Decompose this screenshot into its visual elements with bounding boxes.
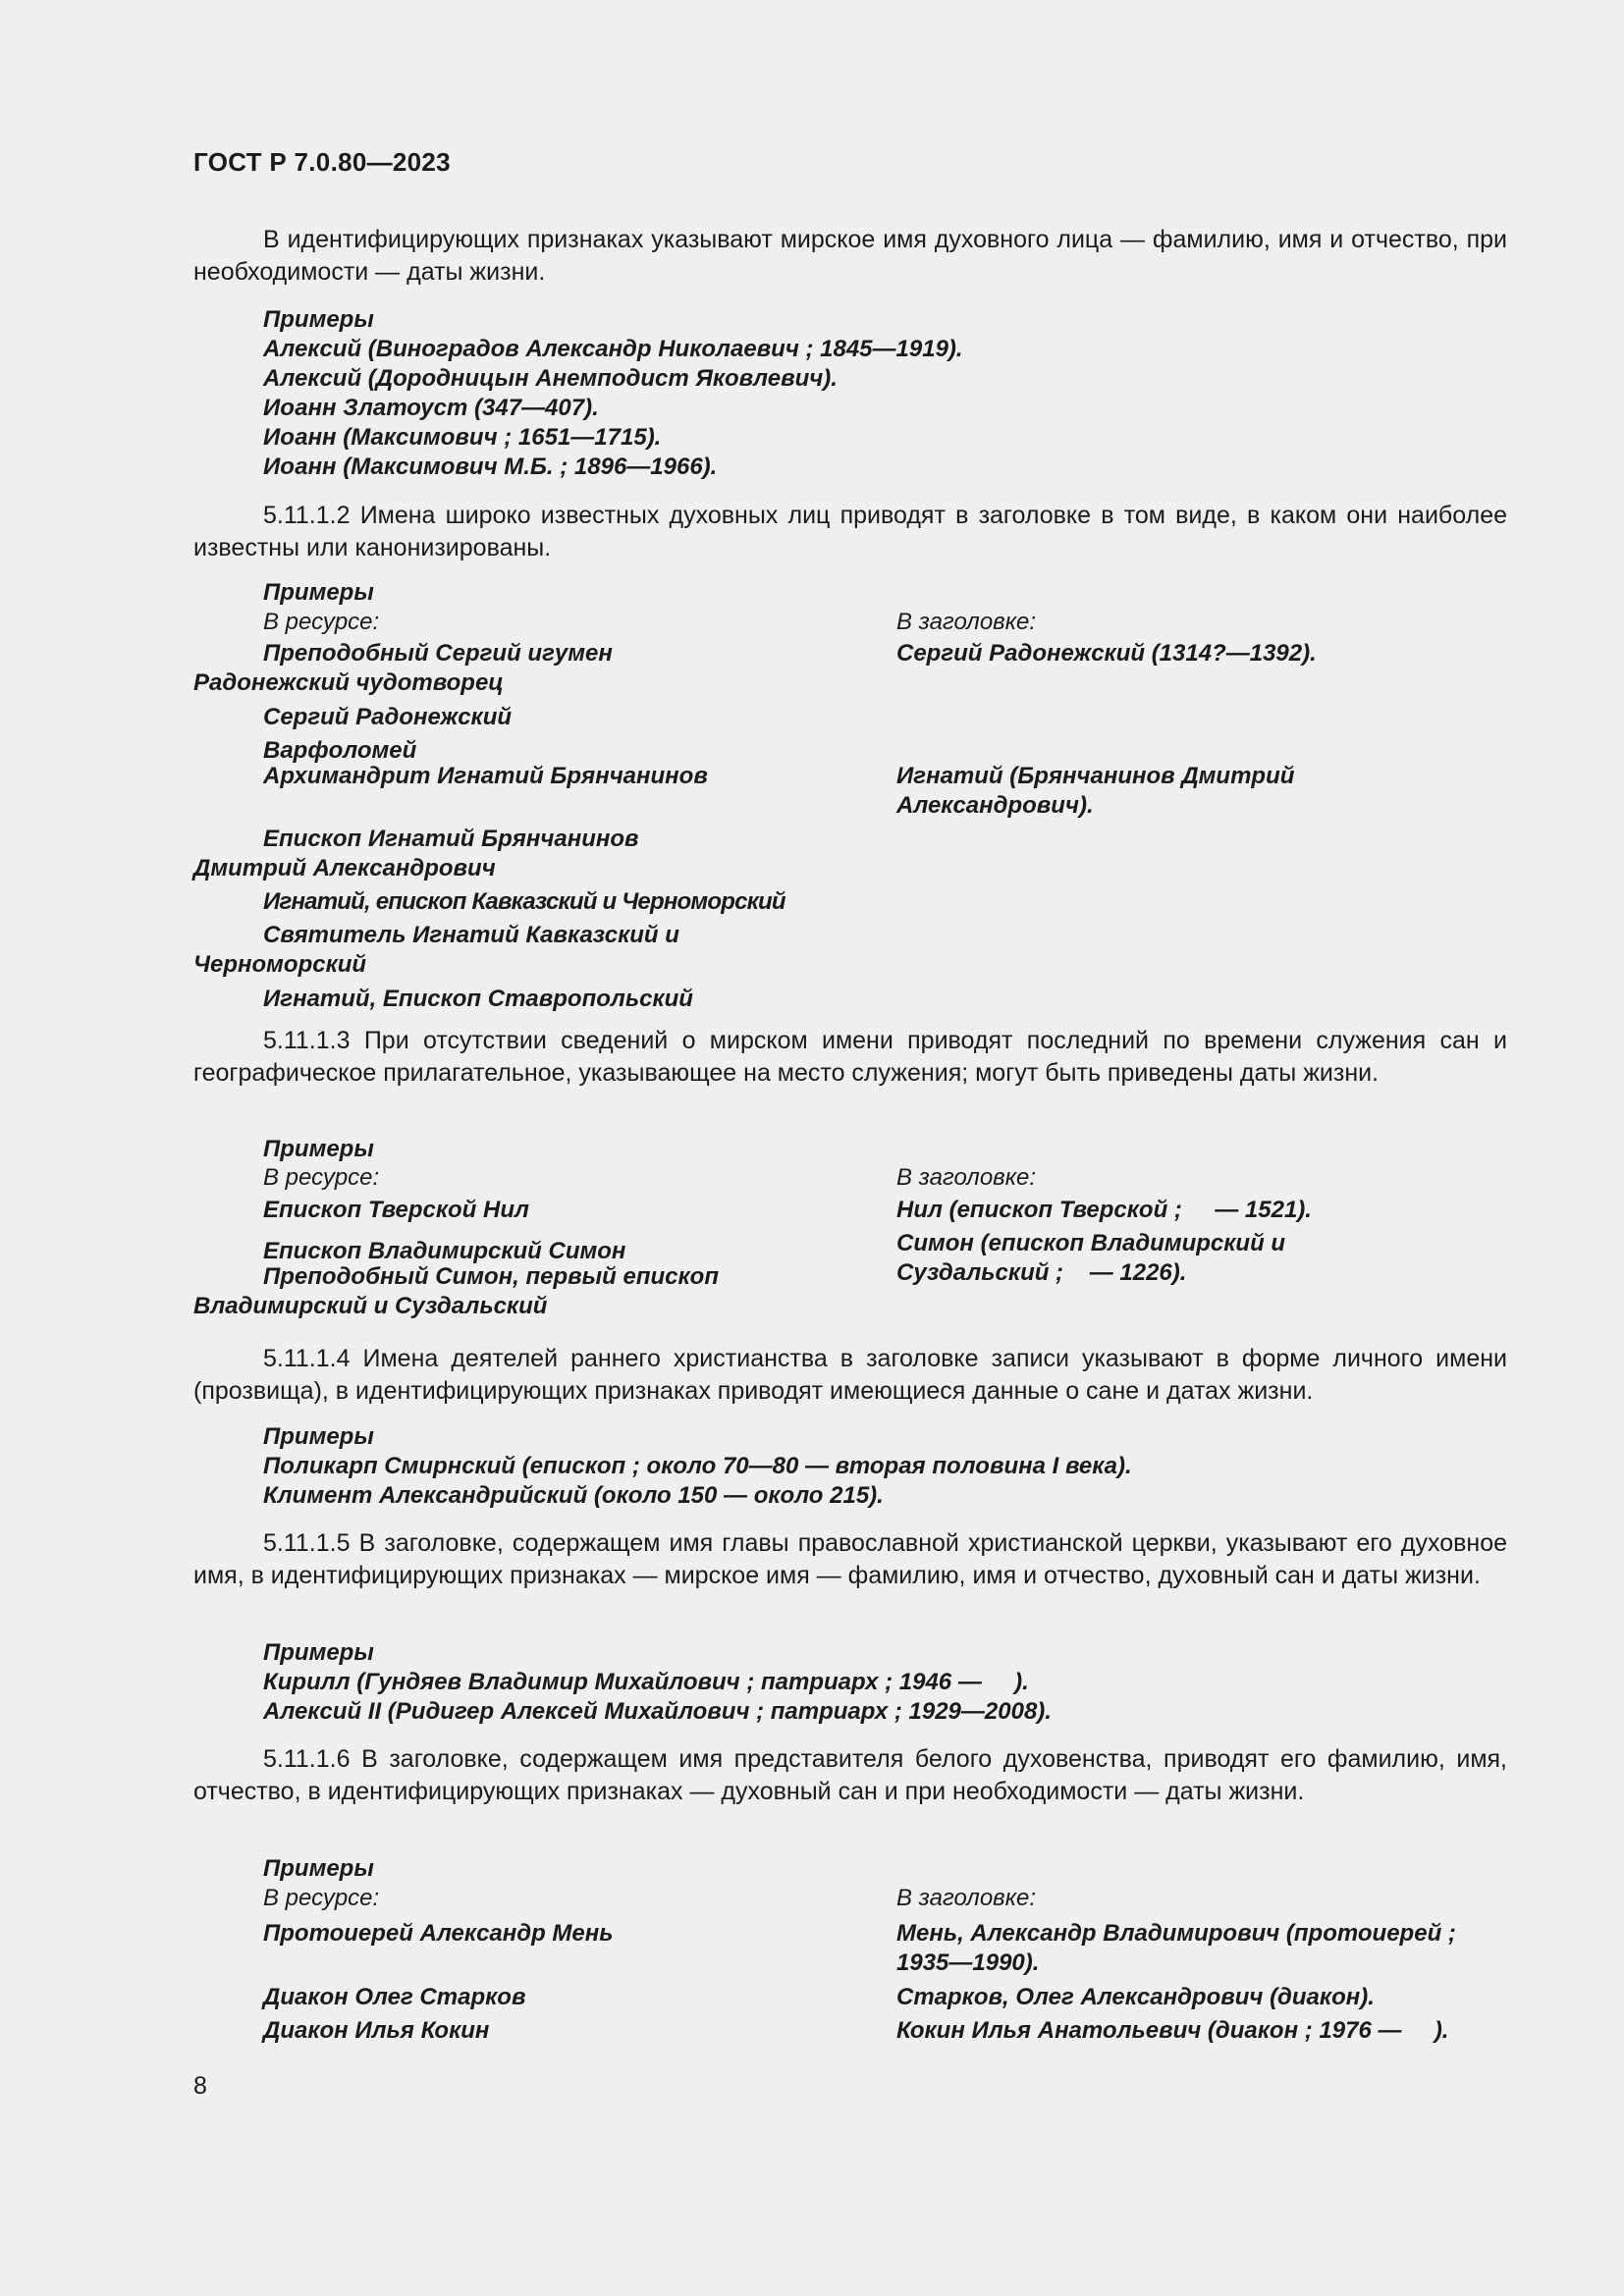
example-line: Иоанн Златоуст (347—407). bbox=[263, 395, 599, 421]
example-line: Иоанн (Максимович ; 1651—1715). bbox=[263, 424, 662, 451]
example-line: Кирилл (Гундяев Владимир Михайлович ; патриарх ; 1946 — ). bbox=[263, 1669, 1029, 1695]
example-line: Алексий (Дородницын Анемподист Яковлевич). bbox=[263, 365, 838, 392]
example-heading: Игнатий (Брянчанинов Дмитрий Александрович). bbox=[896, 763, 1295, 819]
example-resource: Диакон Илья Кокин bbox=[263, 2017, 490, 2044]
column-heading-heading: В заголовке: bbox=[896, 1164, 1037, 1191]
column-heading-resource: В ресурсе: bbox=[263, 1885, 380, 1911]
paragraph-5-11-1-2: 5.11.1.2 Имена широко известных духовных лиц приводят в заголовке в том виде, в каком они наиболее известны или канонизированы. bbox=[193, 502, 1507, 561]
paragraph-5-11-1-3: 5.11.1.3 При отсутствии сведений о мирском имени приводят последний по времени служения сан и географическое прилагательное, указывающее на место служения; могут быть приведены даты жизни. bbox=[193, 1027, 1507, 1087]
example-heading: Нил (епископ Тверской ; — 1521). bbox=[896, 1197, 1312, 1223]
examples-label: Примеры bbox=[263, 1423, 374, 1450]
examples-label: Примеры bbox=[263, 579, 374, 606]
column-heading-resource: В ресурсе: bbox=[263, 609, 380, 635]
example-resource: Сергий Радонежский bbox=[263, 704, 513, 730]
examples-label: Примеры bbox=[263, 1639, 374, 1666]
column-heading-heading: В заголовке: bbox=[896, 1885, 1037, 1911]
example-resource: Преподобный Симон, первый епископ Владимирский и Суздальский bbox=[193, 1263, 719, 1319]
column-heading-heading: В заголовке: bbox=[896, 609, 1037, 635]
example-line: Иоанн (Максимович М.Б. ; 1896—1966). bbox=[263, 454, 718, 480]
paragraph-5-11-1-4: 5.11.1.4 Имена деятелей раннего христианства в заголовке записи указывают в форме личного имени (прозвища), в идентифицирующих признаках приводят имеющиеся данные о сане и датах жизни. bbox=[193, 1345, 1507, 1405]
example-line: Алексий II (Ридигер Алексей Михайлович ; патриарх ; 1929—2008). bbox=[263, 1698, 1052, 1725]
paragraph-5-11-1-5: 5.11.1.5 В заголовке, содержащем имя главы православной христианской церкви, указывают его духовное имя, в идентифицирующих признаках — мирское имя — фамилию, имя и отчество, духовный сан и даты жизни. bbox=[193, 1529, 1507, 1589]
example-heading: Кокин Илья Анатольевич (диакон ; 1976 — ). bbox=[896, 2017, 1449, 2044]
column-heading-resource: В ресурсе: bbox=[263, 1164, 380, 1191]
example-resource: Преподобный Сергий игумен Радонежский чудотворец bbox=[193, 640, 613, 696]
document-header: ГОСТ Р 7.0.80—2023 bbox=[193, 147, 451, 177]
example-resource: Протоиерей Александр Мень bbox=[263, 1920, 614, 1947]
example-heading: Сергий Радонежский (1314?—1392). bbox=[896, 640, 1317, 667]
examples-label: Примеры bbox=[263, 1136, 374, 1162]
example-resource: Епископ Владимирский Симон bbox=[263, 1238, 626, 1264]
example-heading: Мень, Александр Владимирович (протоиерей ; 1935—1990). bbox=[896, 1920, 1456, 1976]
example-resource: Епископ Тверской Нил bbox=[263, 1197, 529, 1223]
example-heading: Старков, Олег Александрович (диакон). bbox=[896, 1984, 1375, 2010]
example-line: Алексий (Виноградов Александр Николаевич ; 1845—1919). bbox=[263, 336, 963, 362]
examples-label: Примеры bbox=[263, 1855, 374, 1882]
paragraph-5-11-1-6: 5.11.1.6 В заголовке, содержащем имя представителя белого духовенства, приводят его фамилию, имя, отчество, в идентифицирующих признаках — духовный сан и при необходимости — даты жизни. bbox=[193, 1745, 1507, 1805]
example-line: Климент Александрийский (около 150 — около 215). bbox=[263, 1482, 884, 1509]
example-resource: Святитель Игнатий Кавказский и Черноморский bbox=[193, 922, 679, 978]
example-resource: Варфоломей bbox=[263, 737, 417, 764]
paragraph-intro: В идентифицирующих признаках указывают мирское имя духовного лица — фамилию, имя и отчество, при необходимости — даты жизни. bbox=[193, 226, 1507, 286]
example-heading: Симон (епископ Владимирский и Суздальский ; — 1226). bbox=[896, 1230, 1292, 1286]
example-resource: Игнатий, Епископ Ставропольский bbox=[263, 986, 693, 1012]
example-line: Поликарп Смирнский (епископ ; около 70—80 — вторая половина I века). bbox=[263, 1453, 1132, 1479]
example-resource: Епископ Игнатий Брянчанинов Дмитрий Александрович bbox=[193, 826, 639, 881]
example-resource: Архимандрит Игнатий Брянчанинов bbox=[263, 763, 708, 789]
example-resource: Игнатий, епископ Кавказский и Черноморский bbox=[263, 888, 785, 915]
examples-label: Примеры bbox=[263, 306, 374, 333]
example-resource: Диакон Олег Старков bbox=[263, 1984, 526, 2010]
page-number: 8 bbox=[193, 2072, 207, 2100]
